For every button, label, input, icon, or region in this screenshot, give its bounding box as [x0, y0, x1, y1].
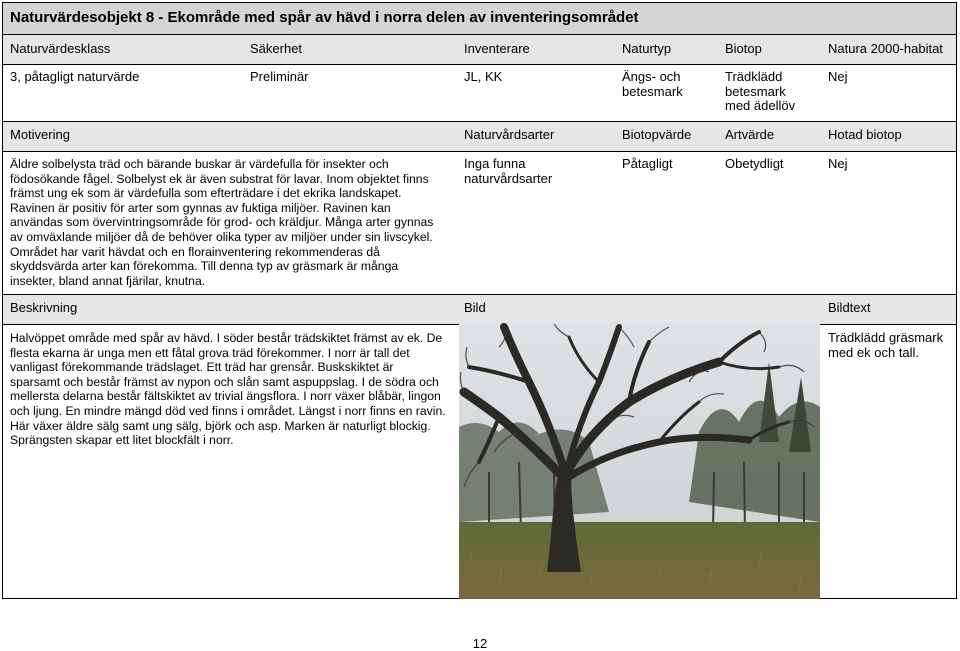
- header-sakerhet: Säkerhet: [250, 41, 303, 56]
- header-naturtyp: Naturtyp: [622, 41, 672, 56]
- header-naturvardsarter: Naturvårdsarter: [464, 127, 555, 142]
- header-naturvardesklass: Naturvärdesklass: [10, 41, 111, 56]
- header-beskrivning: Beskrivning: [10, 300, 78, 315]
- header-bildtext: Bildtext: [828, 300, 871, 315]
- value-natura-2000: Nej: [828, 69, 848, 84]
- value-naturvardsarter: Inga funna naturvårdsarter: [464, 156, 553, 186]
- value-biotopvarde: Påtagligt: [622, 156, 673, 171]
- value-inventerare: JL, KK: [464, 69, 503, 84]
- object-title: Naturvärdesobjekt 8 - Ekområde med spår av hävd i norra delen av inventeringsområdet: [3, 3, 956, 35]
- beskrivning-text: Halvöppet område med spår av hävd. I söder består trädskiktet främst av ek. De flesta ekarna är unga men ett fåtal grova träd förekommer. I norr är tall det vanligast förekommande trädslaget. Ett träd har grensår. Buskskiktet är sparsamt och består främst av nypon och slån samt aspuppslag. I de södra och mellersta delarna består fältskiktet av trivial ängsflora. I norr växer blåbär, lingon och ljung. En mindre mängd död ved finns i området. Längst i norr finns en ravin. Här växer äldre sälg samt ung sälg, björk och asp. Marken är naturligt blockig. Sprängsten skapar ett litet blockfält i norr.: [10, 331, 446, 448]
- header-biotop: Biotop: [725, 41, 762, 56]
- value-naturtyp: Ängs- och betesmark: [622, 69, 683, 99]
- value-biotop: Trädklädd betesmark med ädellöv: [725, 69, 796, 114]
- header-inventerare: Inventerare: [464, 41, 530, 56]
- oak-tree-photo: [459, 322, 820, 599]
- value-bildtext: Trädklädd gräsmark med ek och tall.: [828, 330, 944, 360]
- value-hotad-biotop: Nej: [828, 156, 848, 171]
- header-biotopvarde: Biotopvärde: [622, 127, 692, 142]
- motivering-text: Äldre solbelysta träd och bärande buskar är värdefulla för insekter och födosökande fågel. Solbelyst ek är även substrat för lavar. Inom objektet finns främst ung ek som är värdefulla som efterträdare i det ekrika landskapet. Ravinen är positiv för arter som gynnas av fuktiga miljöer. Ravinen kan användas som övervintringsområde för grod- och kräldjur. Många arter gynnas av omväxlande miljöer då de behöver olika typer av miljöer under sin livscykel. Området har varit hävdat och en florainventering rekommenderas då skyddsvärda arter kan förekomma. Till denna typ av gräsmark är många insekter, bland annat fjärilar, knutna.: [10, 157, 434, 288]
- header-hotad-biotop: Hotad biotop: [828, 127, 902, 142]
- value-sakerhet: Preliminär: [250, 69, 309, 84]
- page-number: 12: [472, 636, 488, 651]
- value-naturvardesklass: 3, påtagligt naturvärde: [10, 69, 140, 84]
- header-natura-2000: Natura 2000-habitat: [828, 41, 943, 56]
- value-artvarde: Obetydligt: [725, 156, 784, 171]
- header-bild: Bild: [464, 300, 486, 315]
- header-motivering: Motivering: [10, 127, 70, 142]
- header-artvarde: Artvärde: [725, 127, 775, 142]
